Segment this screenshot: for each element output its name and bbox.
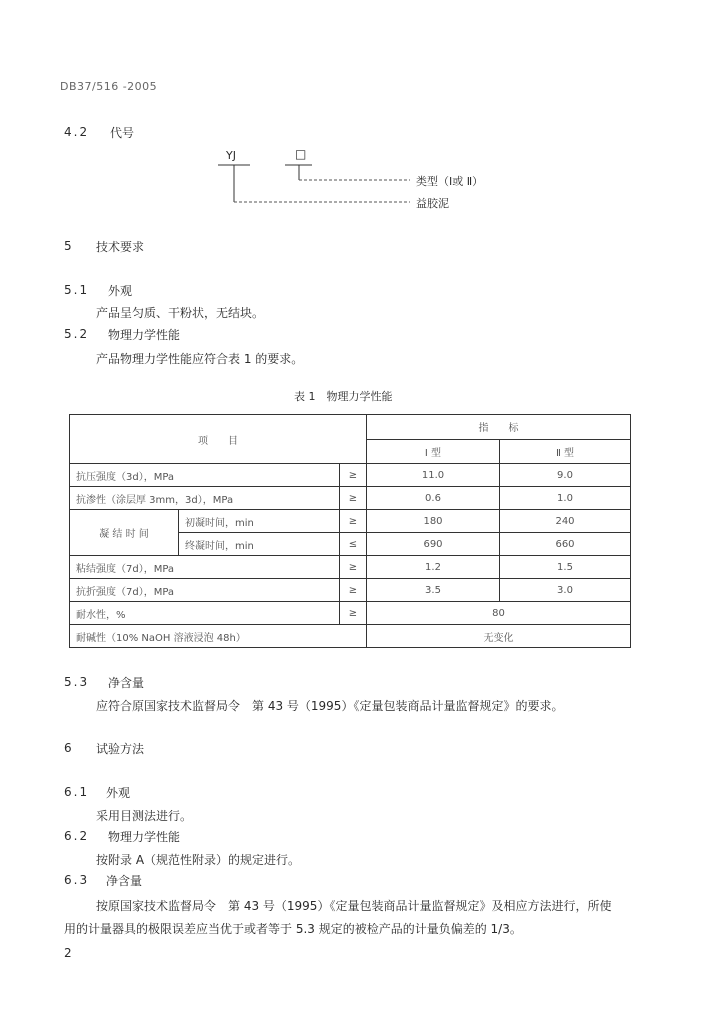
row-symbol: ≥ (340, 487, 367, 510)
header-type-1: Ⅰ 型 (367, 439, 500, 464)
row-item: 耐水性，% (70, 602, 340, 625)
row-value-2: 240 (500, 510, 631, 533)
row-symbol: ≥ (340, 556, 367, 579)
row-item: 抗压强度（3d），MPa (70, 464, 340, 487)
section-number: 6 (64, 741, 74, 755)
header-item: 项 目 (70, 415, 367, 464)
table-row (70, 602, 631, 625)
section-title: 外观 (106, 786, 131, 800)
paragraph: 产品物理力学性能应符合表 1 的要求。 (96, 352, 304, 366)
row-value-1: 11.0 (367, 464, 500, 487)
row-item: 初凝时间，min (179, 510, 340, 533)
row-value-2: 3.0 (500, 579, 631, 602)
table-row (70, 625, 631, 648)
section-title: 物理力学性能 (108, 328, 181, 342)
section-number: 5.1 (64, 283, 90, 297)
physical-properties-table (69, 414, 631, 648)
section-number: 5 (64, 239, 74, 253)
paragraph: 采用目测法进行。 (96, 809, 193, 823)
code-label-name: 益胶泥 (416, 197, 449, 210)
row-group: 凝 结 时 间 (70, 510, 179, 556)
row-value-merged: 80 (367, 602, 631, 625)
paragraph: 应符合原国家技术监督局令 第 43 号（1995）《定量包装商品计量监督规定》的要求。 (96, 699, 564, 713)
section-title: 试验方法 (96, 742, 145, 756)
row-symbol: ≥ (340, 579, 367, 602)
row-value-2: 1.5 (500, 556, 631, 579)
code-yj: YJ (226, 149, 236, 162)
table-row (70, 487, 631, 510)
row-value-2: 660 (500, 533, 631, 556)
row-value-2: 9.0 (500, 464, 631, 487)
row-item: 粘结强度（7d），MPa (70, 556, 340, 579)
paragraph-line-2: 用的计量器具的极限误差应当优于或者等于 5.3 规定的被检产品的计量负偏差的 1/3。 (64, 922, 522, 936)
page-number: 2 (64, 946, 72, 960)
paragraph: 按附录 A（规范性附录）的规定进行。 (96, 853, 301, 867)
section-number: 6.3 (64, 873, 90, 887)
section-title: 技术要求 (96, 240, 145, 254)
row-item: 抗折强度（7d），MPa (70, 579, 340, 602)
table-row (70, 579, 631, 602)
row-symbol: ≥ (340, 510, 367, 533)
row-value-1: 1.2 (367, 556, 500, 579)
row-item: 抗渗性（涂层厚 3mm，3d），MPa (70, 487, 340, 510)
row-value-merged: 无变化 (367, 625, 631, 648)
table-header-row (70, 415, 631, 440)
standard-number: DB37/516 -2005 (60, 80, 158, 93)
row-item: 耐碱性（10% NaOH 溶液浸泡 48h） (70, 625, 367, 648)
row-symbol: ≤ (340, 533, 367, 556)
table-row (70, 556, 631, 579)
row-value-2: 1.0 (500, 487, 631, 510)
row-value-1: 3.5 (367, 579, 500, 602)
code-type-box: □ (295, 147, 307, 161)
section-number: 5.3 (64, 675, 90, 689)
section-number: 6.2 (64, 829, 90, 843)
table-row (70, 510, 631, 533)
section-title: 物理力学性能 (108, 830, 181, 844)
row-value-1: 180 (367, 510, 500, 533)
section-title: 代号 (110, 126, 135, 140)
header-type-2: Ⅱ 型 (500, 439, 631, 464)
paragraph-line-1: 按原国家技术监督局令 第 43 号（1995）《定量包装商品计量监督规定》及相应方法进行，所使 (96, 899, 612, 913)
row-symbol: ≥ (340, 464, 367, 487)
section-number: 4.2 (64, 125, 90, 139)
section-number: 5.2 (64, 327, 90, 341)
table-row (70, 464, 631, 487)
code-label-type: 类型（Ⅰ或 Ⅱ） (416, 175, 484, 188)
section-title: 净含量 (108, 676, 145, 690)
section-title: 净含量 (106, 874, 143, 888)
row-value-1: 690 (367, 533, 500, 556)
row-item: 终凝时间，min (179, 533, 340, 556)
table-caption: 表 1 物理力学性能 (294, 390, 393, 403)
paragraph: 产品呈匀质、干粉状，无结块。 (96, 306, 265, 320)
section-title: 外观 (108, 284, 133, 298)
row-value-1: 0.6 (367, 487, 500, 510)
section-number: 6.1 (64, 785, 90, 799)
header-index: 指 标 (367, 415, 631, 440)
row-symbol: ≥ (340, 602, 367, 625)
